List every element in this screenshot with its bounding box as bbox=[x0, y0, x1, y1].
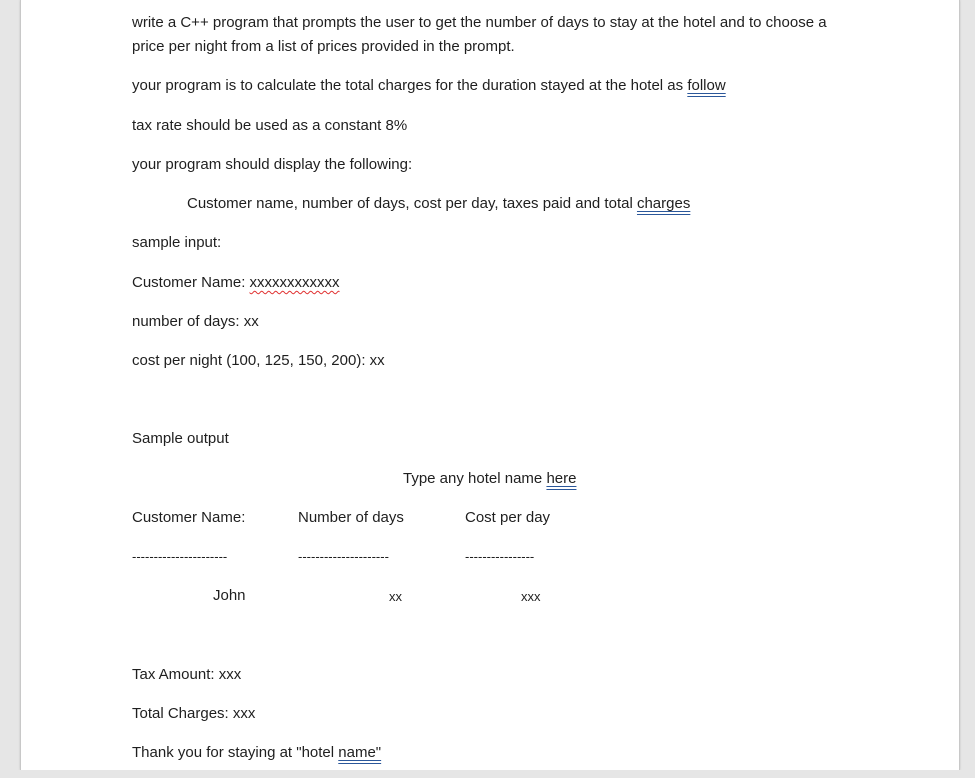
hotel-name-line-text: Type any hotel name bbox=[403, 470, 547, 487]
total-charges-line[interactable]: Total Charges: xxx bbox=[132, 705, 256, 722]
hotel-name-line[interactable] bbox=[403, 467, 576, 491]
paragraph-calculate-text: your program is to calculate the total charges for the duration stayed at the hotel as bbox=[132, 77, 688, 94]
grammar-flag-follow[interactable]: follow bbox=[687, 77, 726, 94]
table-value-number-of-days[interactable]: xx bbox=[389, 589, 402, 604]
table-separator-3[interactable]: ---------------- bbox=[465, 549, 535, 564]
table-separator-1[interactable]: ---------------------- bbox=[132, 549, 228, 564]
table-header-cost-per-day[interactable]: Cost per day bbox=[465, 509, 551, 526]
paragraph-display-fields[interactable] bbox=[187, 192, 690, 216]
table-header-number-of-days[interactable]: Number of days bbox=[298, 509, 404, 526]
table-value-cost-per-day[interactable]: xxx bbox=[521, 589, 541, 604]
paragraph-display[interactable]: your program should display the following: bbox=[132, 156, 413, 173]
table-separator-2[interactable]: --------------------- bbox=[298, 549, 389, 564]
table-value-customer-name[interactable]: John bbox=[213, 587, 246, 604]
document-page[interactable] bbox=[20, 0, 960, 770]
table-header-customer-name[interactable]: Customer Name: bbox=[132, 509, 246, 526]
grammar-flag-name[interactable]: name" bbox=[338, 744, 382, 761]
sample-output-heading[interactable]: Sample output bbox=[132, 430, 229, 447]
spelling-flag-customer-name[interactable]: xxxxxxxxxxxx bbox=[249, 274, 340, 291]
status-bar bbox=[0, 770, 975, 778]
customer-name-label: Customer Name: bbox=[132, 274, 250, 291]
number-of-days-line[interactable]: number of days: xx bbox=[132, 313, 259, 330]
grammar-flag-charges[interactable]: charges bbox=[636, 195, 691, 212]
paragraph-tax-rate[interactable]: tax rate should be used as a constant 8% bbox=[132, 117, 408, 134]
grammar-flag-here[interactable]: here bbox=[546, 470, 577, 487]
cost-per-night-line[interactable]: cost per night (100, 125, 150, 200): xx bbox=[132, 352, 385, 369]
sample-input-heading[interactable]: sample input: bbox=[132, 234, 222, 251]
thank-you-line-text: Thank you for staying at "hotel bbox=[132, 744, 339, 761]
paragraph-display-fields-text: Customer name, number of days, cost per day, taxes paid and total bbox=[187, 195, 637, 212]
tax-amount-line[interactable]: Tax Amount: xxx bbox=[132, 666, 242, 683]
paragraph-instructions[interactable]: write a C++ program that prompts the user to get the number of days to stay at the hotel and to choose a price per night from a list of prices provided in the prompt. bbox=[132, 14, 827, 55]
thank-you-line[interactable] bbox=[132, 741, 381, 765]
paragraph-calculate[interactable] bbox=[132, 74, 726, 98]
customer-name-input-line[interactable] bbox=[132, 271, 340, 295]
